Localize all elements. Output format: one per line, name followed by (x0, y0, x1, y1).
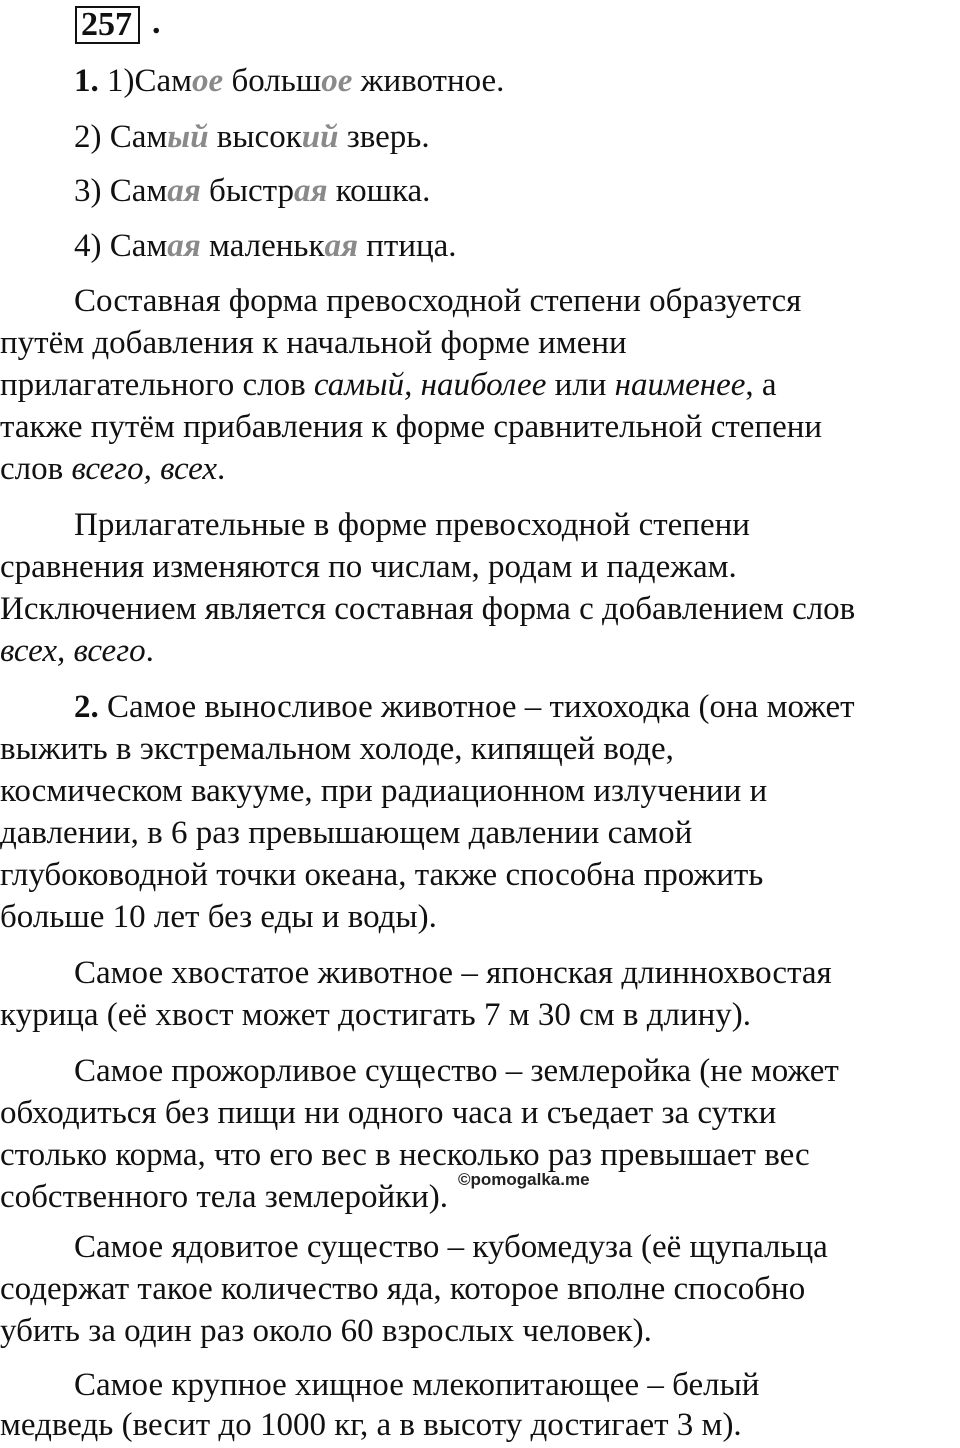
word-stem: Сам (109, 228, 168, 264)
paragraph-line: собственного тела землеройки). (0, 1179, 449, 1215)
part2-label: 2. (74, 689, 99, 725)
word-stem: высок (216, 119, 302, 155)
paragraph-line: больше 10 лет без еды и воды). (0, 899, 437, 935)
paragraph-line: Прилагательные в форме превосходной степени (74, 507, 750, 543)
word-ending: ий (301, 119, 339, 155)
word-ending: ая (293, 173, 328, 209)
word: кошка. (335, 173, 431, 209)
paragraph-line: столько корма, что его вес в несколько раз превышает вес (0, 1137, 810, 1173)
paragraph-line: курица (её хвост может достигать 7 м 30 см в длину). (0, 997, 752, 1033)
word: зверь. (346, 119, 430, 155)
paragraph-line: убить за один раз около 60 взрослых человек). (0, 1313, 652, 1349)
item-2 (0, 116, 960, 158)
paragraph-line: Составная форма превосходной степени образуется (74, 283, 802, 319)
item-number: 1) (107, 63, 135, 99)
paragraph-line: Исключением является составная форма с добавлением слов (0, 591, 856, 627)
item-4 (0, 225, 960, 267)
paragraph-line: медведь (весит до 1000 кг, а в высоту достигает 3 м). (0, 1407, 742, 1443)
item-1 (0, 60, 960, 102)
text: или (546, 367, 615, 403)
word-stem: Сам (109, 119, 168, 155)
text: Самое выносливое животное – тихоходка (она может (107, 689, 855, 725)
italic-words: самый, наиболее (313, 367, 547, 403)
paragraph-line (0, 448, 960, 490)
paragraph-line: давлении, в 6 раз превышающем давлении самой (0, 815, 693, 851)
paragraph-line: обходиться без пищи ни одного часа и съедает за сутки (0, 1095, 777, 1131)
italic-words: всего, всех (71, 451, 218, 487)
paragraph-line: также путём прибавления к форме сравнительной степени (0, 409, 823, 445)
paragraph-line: выжить в экстремальном холоде, кипящей воде, (0, 731, 674, 767)
italic-words: наименее (614, 367, 746, 403)
paragraph-line: Самое ядовитое существо – кубомедуза (её щупальца (74, 1229, 828, 1265)
word-stem: быстр (209, 173, 294, 209)
word-ending: ое (321, 63, 353, 99)
word-stem: больш (231, 63, 322, 99)
word: птица. (366, 228, 457, 264)
text: . (217, 451, 226, 487)
word-stem: маленьк (209, 228, 325, 264)
italic-words: всех, всего (0, 633, 146, 669)
word: животное. (360, 63, 505, 99)
word-ending: ая (167, 228, 201, 264)
item-number: 4) (74, 228, 102, 264)
paragraph-line: путём добавления к начальной форме имени (0, 325, 627, 361)
item-3 (0, 170, 960, 212)
word-stem: Сам (109, 173, 168, 209)
text: . (145, 633, 154, 669)
paragraph-line: глубоководной точки океана, также способна прожить (0, 857, 764, 893)
paragraph-line (0, 364, 960, 406)
word-stem: Сам (134, 63, 193, 99)
text: прилагательного слов (0, 367, 314, 403)
paragraph-line: содержат такое количество яда, которое вполне способно (0, 1271, 806, 1307)
word-ending: ый (167, 119, 209, 155)
item-number: 3) (74, 173, 102, 209)
paragraph-line (0, 686, 960, 728)
paragraph-line (0, 630, 960, 672)
item-number: 2) (74, 119, 102, 155)
task-number: 257 (75, 6, 140, 44)
text: , а (745, 367, 777, 403)
paragraph-line: Самое прожорливое существо – землеройка (не может (74, 1053, 839, 1089)
word-ending: ая (324, 228, 358, 264)
paragraph-line: сравнения изменяются по числам, родам и падежам. (0, 549, 737, 585)
task-number-dot: . (152, 4, 161, 41)
word-ending: ое (192, 63, 224, 99)
text: слов (0, 451, 72, 487)
paragraph-line: космическом вакууме, при радиационном излучении и (0, 773, 768, 809)
part1-label: 1. (74, 63, 99, 99)
paragraph-line: Самое крупное хищное млекопитающее – белый (74, 1367, 760, 1403)
paragraph-line: Самое хвостатое животное – японская длиннохвостая (74, 955, 832, 991)
watermark: ©pomogalka.me (458, 1170, 590, 1189)
word-ending: ая (167, 173, 201, 209)
